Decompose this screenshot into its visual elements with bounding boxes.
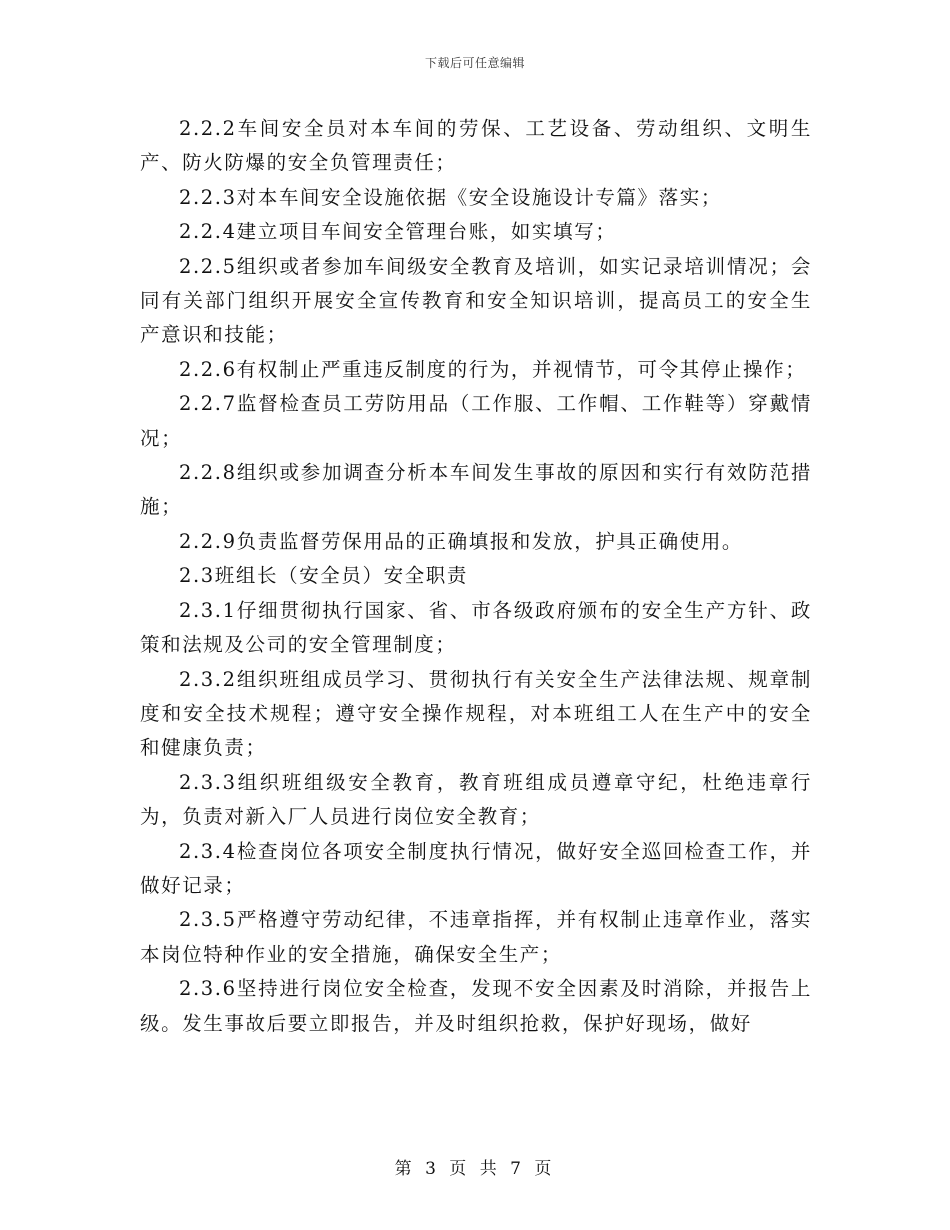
paragraph-2-3-2: 2.3.2组织班组成员学习、贯彻执行有关安全生产法律法规、规章制度和安全技术规程；遵守安全操作规程，对本班组工人在生产中的安全和健康负责； [140,667,812,760]
paragraph-2-2-6: 2.2.6有权制止严重违反制度的行为，并视情节，可令其停止操作； [179,357,807,381]
paragraph-2-2-3: 2.2.3对本车间安全设施依据《安全设施设计专篇》落实； [179,185,722,209]
paragraph-2-2-7: 2.2.7监督检查员工劳防用品（工作服、工作帽、工作鞋等）穿戴情况； [140,392,812,450]
paragraph-2-3-4: 2.3.4检查岗位各项安全制度执行情况，做好安全巡回检查工作，并做好记录； [140,839,812,897]
page-number-footer: 第 3 页 共 7 页 [394,1159,556,1179]
paragraph-2-2-4: 2.2.4建立项目车间安全管理台账，如实填写； [179,220,617,244]
paragraph-2-2-2: 2.2.2车间安全员对本车间的劳保、工艺设备、劳动组织、文明生产、防火防爆的安全负管理责任； [140,117,812,175]
page-header: 下载后可任意编辑 [424,56,525,70]
paragraph-2-3-1: 2.3.1仔细贯彻执行国家、省、市各级政府颁布的安全生产方针、政策和法规及公司的安全管理制度； [140,598,812,657]
paragraph-2-2-5: 2.2.5组织或者参加车间级安全教育及培训，如实记录培训情况；会同有关部门组织开展安全宣传教育和安全知识培训，提高员工的安全生产意识和技能； [140,254,812,347]
paragraph-2-3-3: 2.3.3组织班组级安全教育，教育班组成员遵章守纪，杜绝违章行为，负责对新入厂人员进行岗位安全教育； [140,770,812,829]
paragraph-2-3-6: 2.3.6坚持进行岗位安全检查，发现不安全因素及时消除，并报告上级。发生事故后要立即报告，并及时组织抢救，保护好现场，做好 [140,977,812,1035]
section-heading-2-3: 2.3班组长（安全员）安全职责 [179,564,469,588]
paragraph-2-2-9: 2.2.9负责监督劳保用品的正确填报和发放，护具正确使用。 [179,529,744,553]
paragraph-2-3-5: 2.3.5严格遵守劳动纪律，不违章指挥，并有权制止违章作业，落实本岗位特种作业的安全措施，确保安全生产； [140,908,812,966]
paragraph-2-2-8: 2.2.8组织或参加调查分析本车间发生事故的原因和实行有效防范措施； [140,461,812,519]
document-body [140,112,812,1041]
